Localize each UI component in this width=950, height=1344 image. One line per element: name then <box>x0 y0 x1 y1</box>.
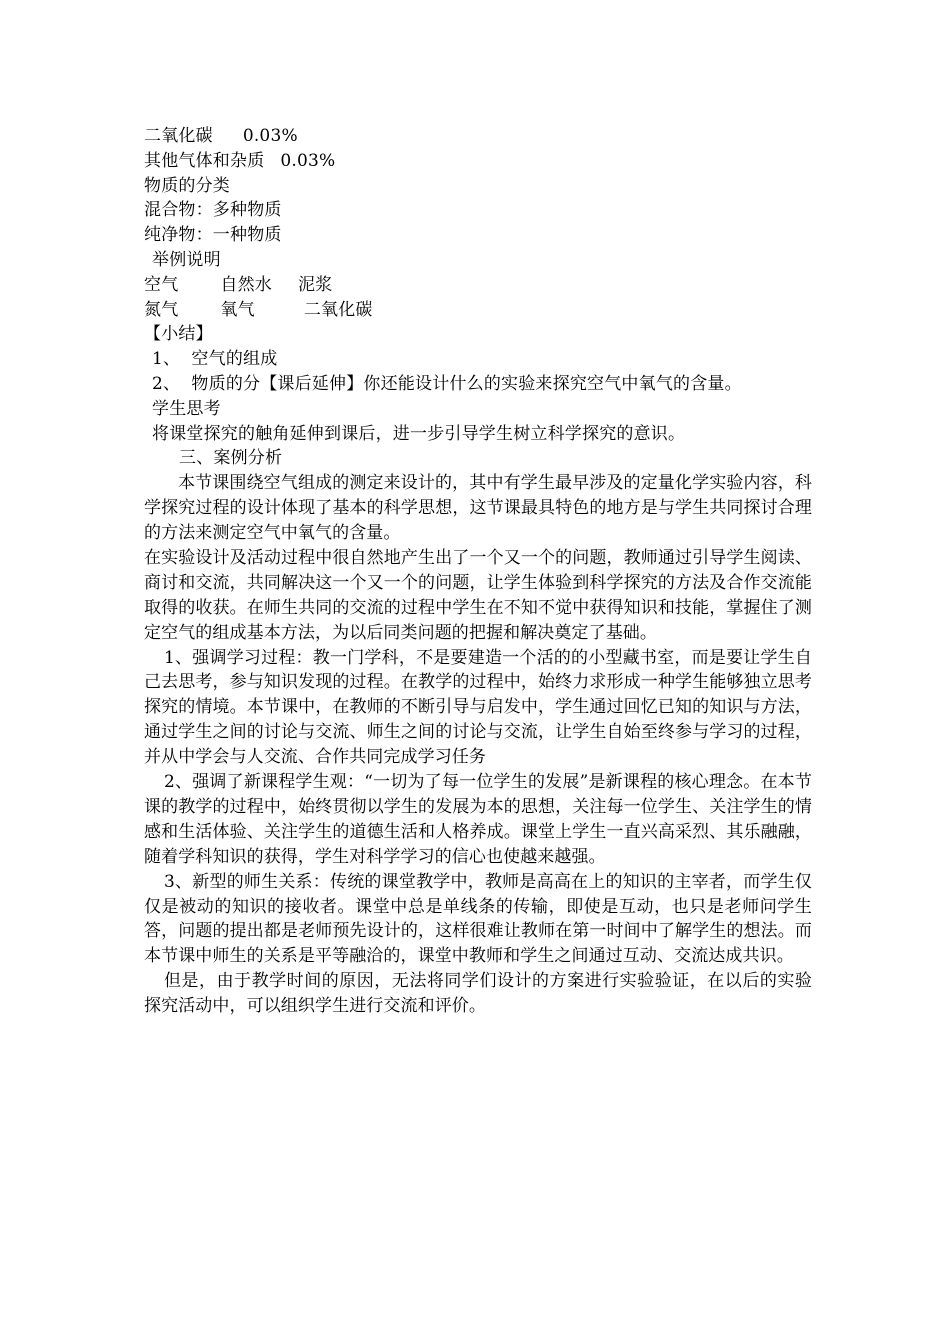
pure-examples-row <box>144 298 812 323</box>
classification-title: 物质的分类 <box>144 175 230 196</box>
mixture-examples-row <box>144 273 812 298</box>
summary-item-2: 2、 物质的分【课后延伸】你还能设计什么的实验来探究空气中氧气的含量。 <box>152 373 742 394</box>
analysis-paragraph-4: 2、强调了新课程学生观：“一切为了每一位学生的发展”是新课程的核心理念。在本节课的教学的过程中，始终贯彻以学生的发展为本的思想，关注每一位学生、关注学生的情感和生活体验、关注学生的道德生活和人格养成。课堂上学生一直兴高采烈、其乐融融，随着学科知识的获得，学生对科学学习的信心也使越来越强。 <box>144 772 812 867</box>
analysis-paragraph-5: 3、新型的师生关系：传统的课堂教学中，教师是高高在上的知识的主宰者，而学生仅仅是被动的知识的接收者。课堂中总是单线条的传输，即使是互动，也只是老师问学生答，问题的提出都是老师预先设计的，这样很难让教师在第一时间中了解学生的想法。而本节课中师生的关系是平等融洽的，课堂中教师和学生之间通过互动、交流达成共识。 <box>144 871 812 967</box>
analysis-paragraph-3: 1、强调学习过程：教一门学科，不是要建造一个活的的小型藏书室，而是要让学生自己去思考，参与知识发现的过程。在教学的过程中，始终力求形成一种学生能够独立思考探究的情境。本节课中，在教师的不断引导与启发中，学生通过回忆已知的知识与方法，通过学生之间的讨论与交流、师生之间的讨论与交流，让学生自始至终参与学习的过程，并从中学会与人交流、合作共同完成学习任务 <box>144 647 812 768</box>
analysis-heading: 三、案例分析 <box>179 448 283 469</box>
example-air: 空气 <box>144 274 179 295</box>
document-page <box>144 124 812 1019</box>
co2-name: 二氧化碳 <box>144 126 213 146</box>
summary-heading: 【小结】 <box>144 324 213 345</box>
example-nitrogen: 氮气 <box>144 299 179 320</box>
student-thinking: 学生思考 <box>152 398 221 419</box>
summary-item-1: 1、 空气的组成 <box>152 349 278 370</box>
other-gas-name: 其他气体和杂质 <box>144 150 265 171</box>
extension-note: 将课堂探究的触角延伸到课后，进一步引导学生树立科学探究的意识。 <box>152 423 686 444</box>
analysis-paragraph-1: 本节课围绕空气组成的测定来设计的，其中有学生最早涉及的定量化学实验内容，科学探究过程的设计体现了基本的科学思想，这节课最具特色的地方是与学生共同探讨合理的方法来测定空气中氧气的含量。 <box>144 473 812 543</box>
co2-row <box>144 124 812 149</box>
co2-value: 0.03% <box>242 126 298 146</box>
other-gas-row <box>144 149 812 174</box>
example-carbon-dioxide: 二氧化碳 <box>303 299 373 320</box>
example-oxygen: 氧气 <box>220 299 255 320</box>
other-gas-value: 0.03% <box>280 150 336 171</box>
analysis-paragraph-2: 在实验设计及活动过程中很自然地产生出了一个又一个的问题，教师通过引导学生阅读、商讨和交流，共同解决这一个又一个的问题，让学生体验到科学探究的方法及合作交流能取得的收获。在师生共同的交流的过程中学生在不知不觉中获得知识和技能，掌握住了测定空气的组成基本方法，为以后同类问题的把握和解决奠定了基础。 <box>144 547 812 643</box>
example-heading: 举例说明 <box>152 249 221 270</box>
mixture-definition: 混合物：多种物质 <box>144 200 282 221</box>
example-mud: 泥浆 <box>298 274 333 295</box>
pure-substance-definition: 纯净物：一种物质 <box>144 225 282 246</box>
analysis-paragraph-6: 但是，由于教学时间的原因，无法将同学们设计的方案进行实验验证，在以后的实验探究活动中，可以组织学生进行交流和评价。 <box>144 971 812 1017</box>
example-natural-water: 自然水 <box>220 274 273 295</box>
